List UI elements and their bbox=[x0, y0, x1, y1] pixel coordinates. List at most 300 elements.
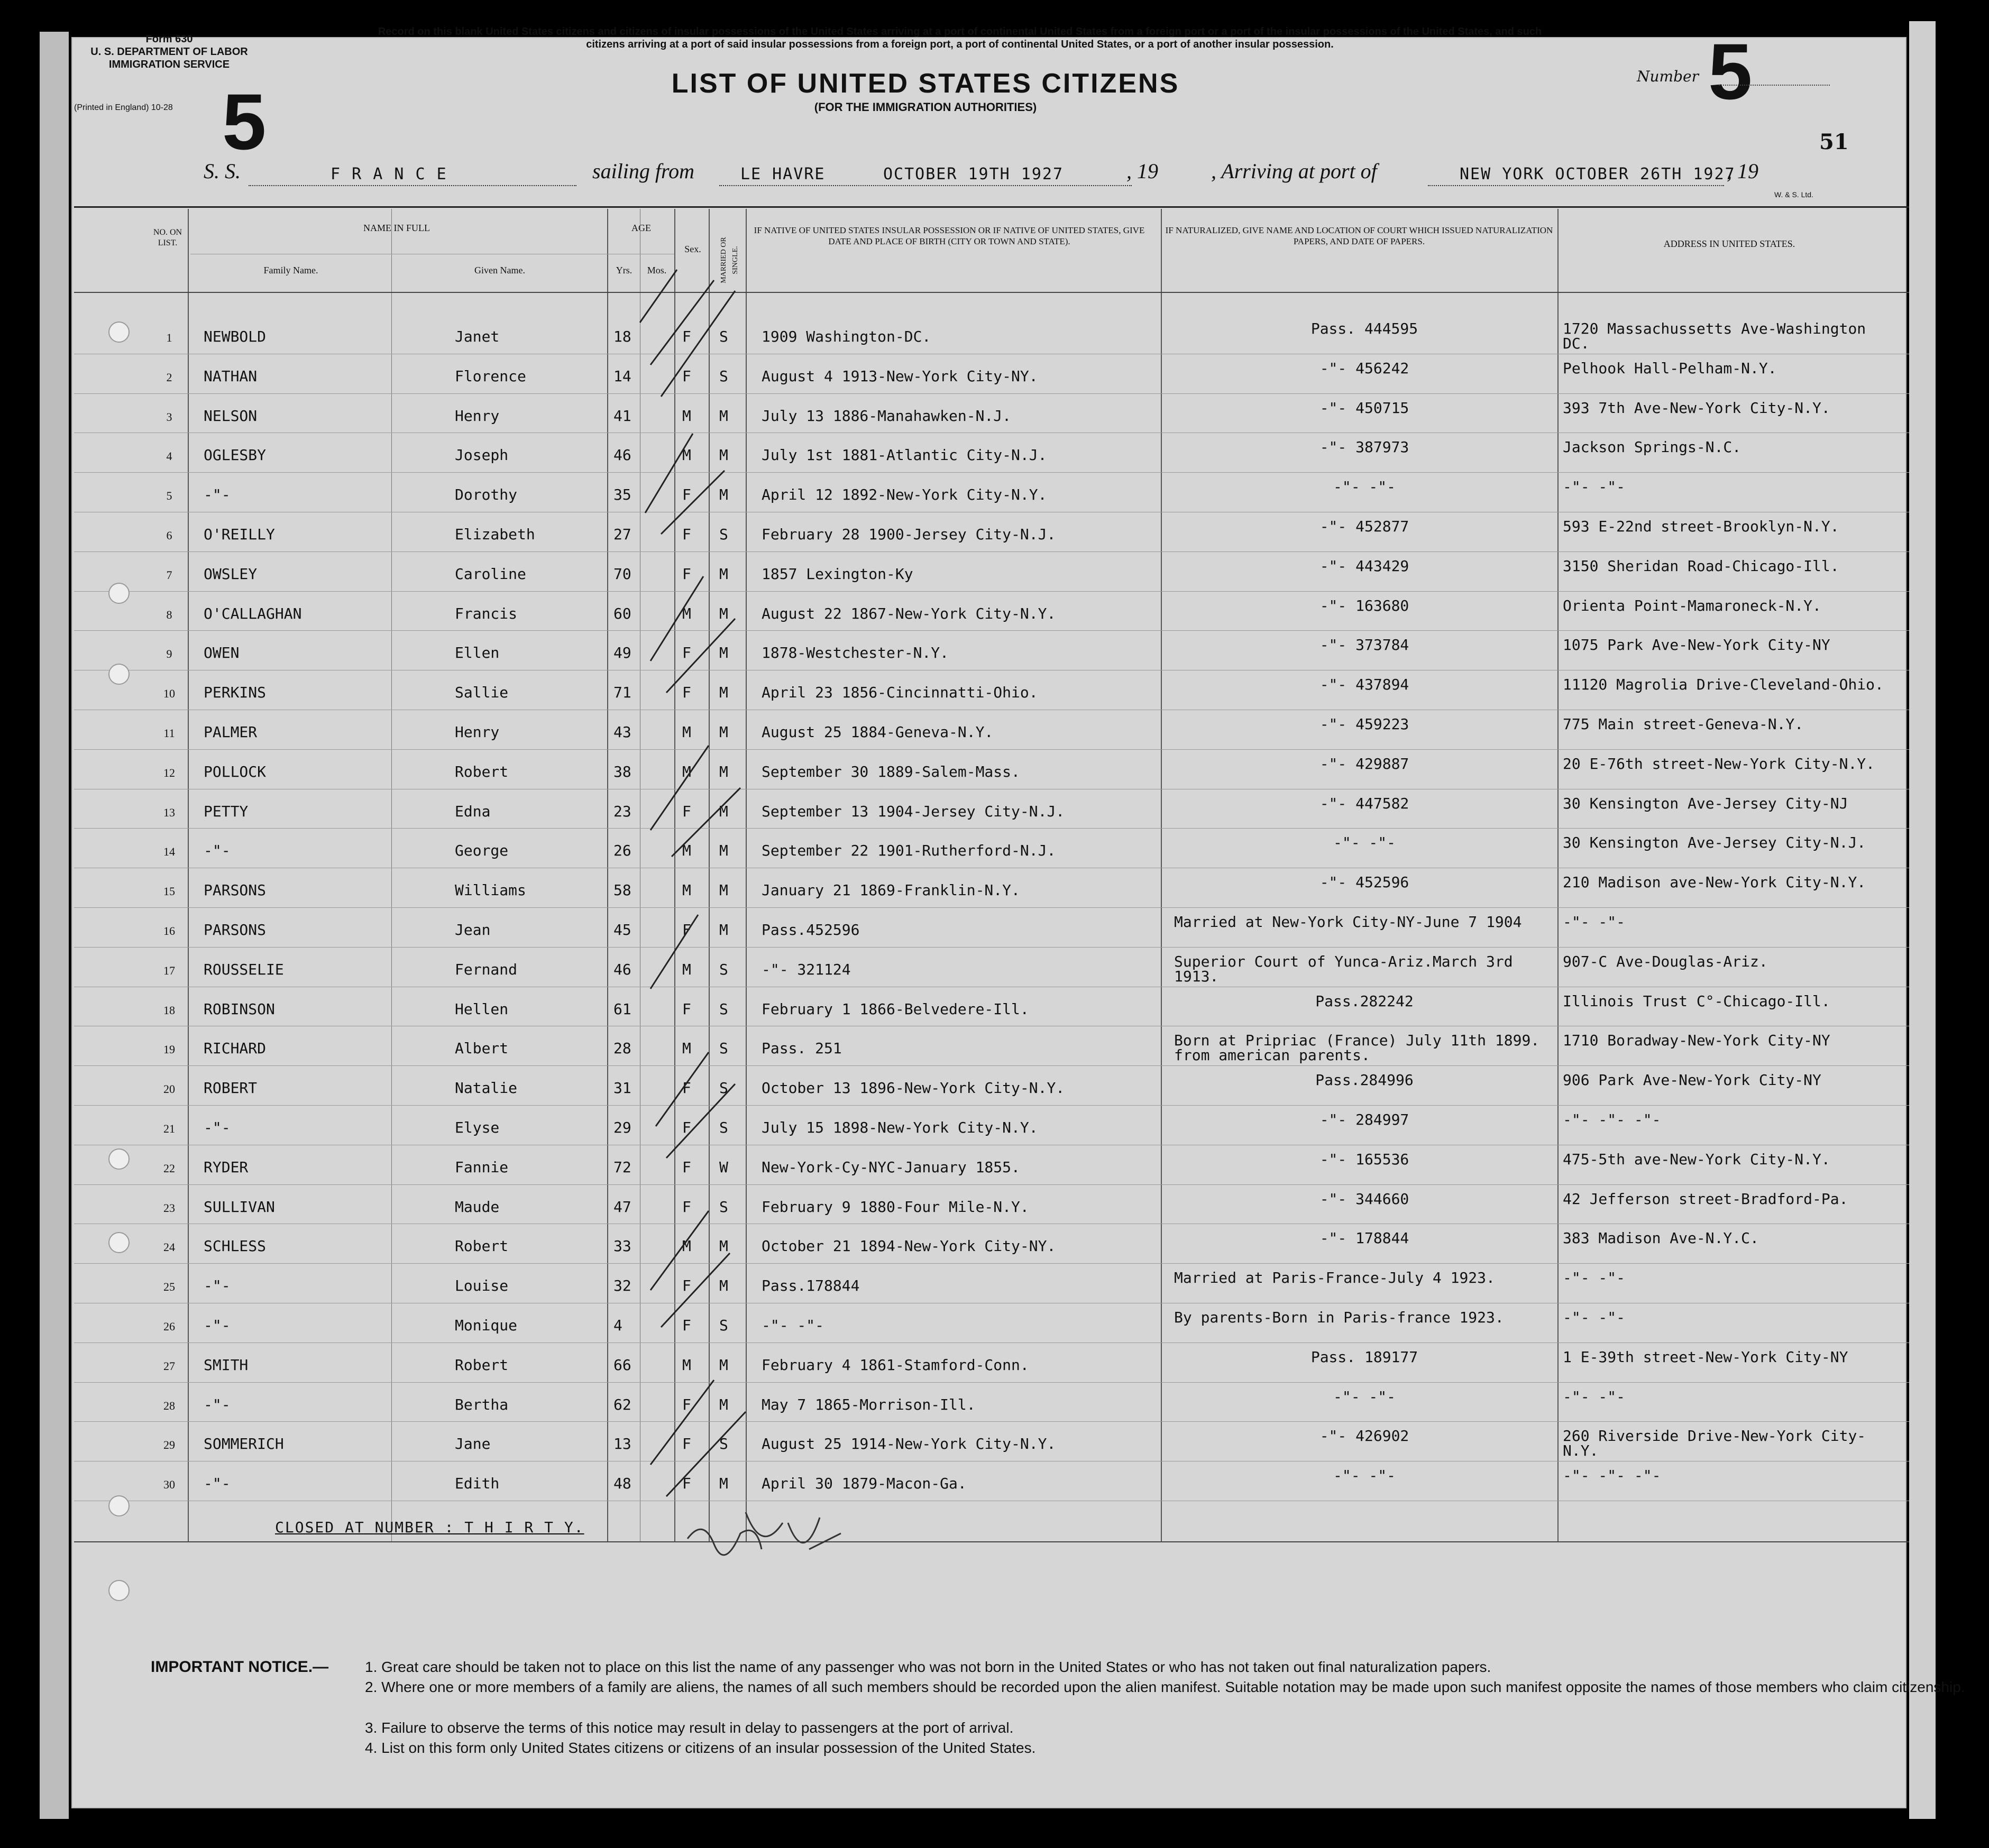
row-number: 13 bbox=[163, 805, 175, 819]
family-name: SULLIVAN bbox=[204, 1198, 275, 1216]
notice-item-4: 4. List on this form only United States citizens or citizens of an insular possession of the United States. bbox=[365, 1740, 1036, 1756]
naturalization-info: -"- 387973 bbox=[1319, 438, 1409, 456]
row-number: 18 bbox=[163, 1003, 175, 1017]
row-number: 8 bbox=[166, 608, 172, 621]
given-name: Hellen bbox=[455, 1000, 509, 1018]
age-years: 49 bbox=[613, 644, 631, 662]
us-address: -"- -"- -"- bbox=[1563, 1467, 1661, 1485]
table-row bbox=[0, 752, 1989, 792]
marital-status: M bbox=[719, 881, 728, 899]
us-address: 1710 Boradway-New-York City-NY bbox=[1563, 1032, 1830, 1050]
age-years: 32 bbox=[613, 1277, 631, 1295]
sex: F bbox=[682, 802, 691, 820]
col-yrs: Yrs. bbox=[616, 265, 633, 275]
table-row bbox=[0, 515, 1989, 554]
age-years: 26 bbox=[613, 842, 631, 860]
birth-info: 1857 Lexington-Ky bbox=[762, 565, 913, 583]
sex: M bbox=[682, 1040, 691, 1058]
given-name: Florence bbox=[455, 367, 526, 385]
col-native: IF NATIVE OF UNITED STATES INSULAR POSSESSION OR IF NATIVE OF UNITED STATES, GIVE DATE AND PLACE OF BIRTH (CITY OR TOWN AND STATE). bbox=[754, 225, 1145, 246]
us-address: 1 E-39th street-New-York City-NY bbox=[1563, 1348, 1848, 1366]
given-name: Robert bbox=[455, 1237, 509, 1255]
naturalization-info: Married at Paris-France-July 4 1923. bbox=[1174, 1269, 1495, 1287]
us-address: 3150 Sheridan Road-Chicago-Ill. bbox=[1563, 557, 1839, 575]
marital-status: M bbox=[719, 486, 728, 504]
birth-info: August 4 1913-New-York City-NY. bbox=[762, 367, 1038, 385]
table-row bbox=[0, 1188, 1989, 1227]
sex: F bbox=[682, 367, 691, 385]
us-address: 260 Riverside Drive-New-York City-N.Y. bbox=[1563, 1427, 1866, 1460]
marital-status: M bbox=[719, 644, 728, 662]
birth-info: September 22 1901-Rutherford-N.J. bbox=[762, 842, 1056, 860]
us-address: 20 E-76th street-New-York City-N.Y. bbox=[1563, 755, 1875, 773]
given-name: Jean bbox=[455, 921, 491, 939]
department-name: U. S. DEPARTMENT OF LABOR bbox=[90, 46, 248, 58]
sex: F bbox=[682, 1119, 691, 1136]
row-number: 1 bbox=[166, 331, 172, 344]
year-label-1: , 19 bbox=[1126, 159, 1158, 183]
age-years: 58 bbox=[613, 881, 631, 899]
birth-info: New-York-Cy-NYC-January 1855. bbox=[762, 1158, 1020, 1176]
inspector-signature bbox=[682, 1502, 846, 1570]
marital-status: S bbox=[719, 367, 728, 385]
age-years: 71 bbox=[613, 684, 631, 702]
printer-mark: W. & S. Ltd. bbox=[1774, 190, 1813, 199]
naturalization-info: -"- 178844 bbox=[1319, 1229, 1409, 1247]
naturalization-info: -"- -"- bbox=[1333, 1387, 1396, 1405]
printed-note: (Printed in England) 10-28 bbox=[74, 103, 173, 112]
birth-info: April 23 1856-Cincinnatti-Ohio. bbox=[762, 684, 1038, 702]
birth-info: August 25 1914-New-York City-N.Y. bbox=[762, 1435, 1056, 1453]
notice-lead: IMPORTANT NOTICE.— bbox=[151, 1658, 329, 1676]
col-no: NO. ON LIST. bbox=[153, 228, 182, 247]
us-address: 210 Madison ave-New-York City-N.Y. bbox=[1563, 874, 1866, 891]
given-name: Henry bbox=[455, 723, 500, 741]
table-row bbox=[0, 555, 1989, 594]
age-years: 28 bbox=[613, 1040, 631, 1058]
row-number: 12 bbox=[163, 766, 175, 779]
birth-info: Pass. 251 bbox=[762, 1040, 842, 1058]
family-name: PALMER bbox=[204, 723, 258, 741]
us-address: -"- -"- bbox=[1563, 913, 1626, 931]
marital-status: S bbox=[719, 1435, 728, 1453]
us-address: Orienta Point-Mamaroneck-N.Y. bbox=[1563, 596, 1821, 614]
table-row bbox=[0, 871, 1989, 910]
given-name: Monique bbox=[455, 1317, 518, 1334]
col-address: ADDRESS IN UNITED STATES. bbox=[1663, 238, 1795, 249]
row-number: 20 bbox=[163, 1082, 175, 1096]
us-address: 11120 Magrolia Drive-Cleveland-Ohio. bbox=[1563, 676, 1884, 694]
age-years: 61 bbox=[613, 1000, 631, 1018]
naturalization-info: -"- 429887 bbox=[1319, 755, 1409, 773]
row-number: 4 bbox=[166, 449, 172, 463]
sex: F bbox=[682, 1079, 691, 1097]
family-name: ROBINSON bbox=[204, 1000, 275, 1018]
given-name: Albert bbox=[455, 1040, 509, 1058]
family-name: SCHLESS bbox=[204, 1237, 267, 1255]
birth-info: February 28 1900-Jersey City-N.J. bbox=[762, 526, 1056, 543]
table-row bbox=[0, 1069, 1989, 1108]
given-name: Janet bbox=[455, 328, 500, 345]
row-number: 15 bbox=[163, 885, 175, 898]
col-age: AGE bbox=[631, 223, 651, 233]
given-name: Edna bbox=[455, 802, 491, 820]
form-number: Form 630 bbox=[145, 33, 193, 45]
age-years: 45 bbox=[613, 921, 631, 939]
naturalization-info: -"- 344660 bbox=[1319, 1190, 1409, 1208]
naturalization-info: Pass. 444595 bbox=[1310, 320, 1418, 337]
sex: F bbox=[682, 1317, 691, 1334]
sex: M bbox=[682, 1237, 691, 1255]
marital-status: M bbox=[719, 723, 728, 741]
table-row bbox=[0, 831, 1989, 870]
sex: F bbox=[682, 486, 691, 504]
col-family-name: Family Name. bbox=[263, 265, 318, 275]
row-number: 22 bbox=[163, 1161, 175, 1175]
us-address: 30 Kensington Ave-Jersey City-N.J. bbox=[1563, 834, 1866, 852]
marital-status: S bbox=[719, 526, 728, 543]
row-number: 2 bbox=[166, 370, 172, 384]
table-row bbox=[0, 436, 1989, 475]
sex: F bbox=[682, 526, 691, 543]
given-name: Bertha bbox=[455, 1395, 509, 1413]
row-number: 9 bbox=[166, 647, 172, 661]
col-name-in-full: NAME IN FULL bbox=[363, 223, 430, 233]
row-number: 19 bbox=[163, 1043, 175, 1056]
given-name: Caroline bbox=[455, 565, 526, 583]
family-name: SOMMERICH bbox=[204, 1435, 284, 1453]
arrival-port-date: NEW YORK OCTOBER 26TH 1927 bbox=[1460, 165, 1736, 183]
marital-status: M bbox=[719, 802, 728, 820]
family-name: PERKINS bbox=[204, 684, 267, 702]
given-name: Joseph bbox=[455, 446, 509, 464]
form-office bbox=[74, 33, 264, 71]
birth-info: -"- -"- bbox=[762, 1317, 824, 1334]
row-number: 17 bbox=[163, 963, 175, 977]
table-row bbox=[0, 633, 1989, 673]
family-name: SMITH bbox=[204, 1356, 249, 1374]
birth-info: Pass.452596 bbox=[762, 921, 860, 939]
sex: F bbox=[682, 1475, 691, 1493]
marital-status: M bbox=[719, 407, 728, 425]
table-row bbox=[0, 1346, 1989, 1385]
row-number: 7 bbox=[166, 568, 172, 582]
sex: F bbox=[682, 1000, 691, 1018]
birth-info: September 13 1904-Jersey City-N.J. bbox=[762, 802, 1065, 820]
given-name: Edith bbox=[455, 1475, 500, 1493]
row-number: 3 bbox=[166, 410, 172, 424]
sailing-label: sailing from bbox=[592, 159, 694, 183]
number-label: Number bbox=[1637, 68, 1699, 85]
departure-date: OCTOBER 19TH 1927 bbox=[883, 165, 1064, 183]
given-name: Robert bbox=[455, 762, 509, 780]
marital-status: S bbox=[719, 1198, 728, 1216]
us-address: 383 Madison Ave-N.Y.C. bbox=[1563, 1229, 1759, 1247]
given-name: Maude bbox=[455, 1198, 500, 1216]
family-name: RYDER bbox=[204, 1158, 249, 1176]
family-name: ROUSSELIE bbox=[204, 960, 284, 978]
family-name: -"- bbox=[204, 1475, 231, 1493]
header-rule bbox=[74, 206, 1909, 208]
sex: F bbox=[682, 1277, 691, 1295]
closed-at-number: CLOSED AT NUMBER : T H I R T Y. bbox=[275, 1519, 584, 1536]
row-number: 16 bbox=[163, 924, 175, 937]
notice-item-1: 1. Great care should be taken not to place on this list the name of any passenger who was not born in the United States or who has not taken out final naturalization papers. bbox=[365, 1659, 1491, 1675]
us-address: 1720 Massachussetts Ave-Washington DC. bbox=[1563, 320, 1866, 352]
row-number: 5 bbox=[166, 489, 172, 503]
family-name: O'CALLAGHAN bbox=[204, 604, 302, 622]
departure-port: LE HAVRE bbox=[740, 165, 826, 183]
marital-status: M bbox=[719, 565, 728, 583]
marital-status: W bbox=[719, 1158, 728, 1176]
given-name: Henry bbox=[455, 407, 500, 425]
age-years: 14 bbox=[613, 367, 631, 385]
given-name: Fernand bbox=[455, 960, 518, 978]
age-years: 43 bbox=[613, 723, 631, 741]
arriving-label: , Arriving at port of bbox=[1211, 159, 1377, 183]
sex: M bbox=[682, 960, 691, 978]
naturalization-info: Pass.284996 bbox=[1315, 1071, 1414, 1089]
age-years: 66 bbox=[613, 1356, 631, 1374]
birth-info: 1909 Washington-DC. bbox=[762, 328, 931, 345]
naturalization-info: -"- 447582 bbox=[1319, 794, 1409, 812]
table-row bbox=[0, 950, 1989, 989]
check-marks bbox=[629, 259, 767, 1539]
family-name: OWSLEY bbox=[204, 565, 258, 583]
naturalization-info: -"- -"- bbox=[1333, 478, 1396, 496]
age-years: 31 bbox=[613, 1079, 631, 1097]
marital-status: M bbox=[719, 1395, 728, 1413]
us-address: 1075 Park Ave-New-York City-NY bbox=[1563, 636, 1830, 654]
naturalization-info: Pass.282242 bbox=[1315, 992, 1414, 1010]
table-row bbox=[0, 475, 1989, 514]
family-name: OGLESBY bbox=[204, 446, 267, 464]
table-row bbox=[0, 1029, 1989, 1068]
row-number: 26 bbox=[163, 1320, 175, 1333]
family-name: PETTY bbox=[204, 802, 249, 820]
birth-info: Pass.178844 bbox=[762, 1277, 860, 1295]
us-address: -"- -"- -"- bbox=[1563, 1111, 1661, 1128]
sex: M bbox=[682, 723, 691, 741]
col-given-name: Given Name. bbox=[474, 265, 525, 275]
given-name: Louise bbox=[455, 1277, 509, 1295]
row-number: 21 bbox=[163, 1122, 175, 1135]
age-years: 27 bbox=[613, 526, 631, 543]
sex: M bbox=[682, 407, 691, 425]
binding-hole bbox=[108, 1232, 130, 1253]
marital-status: S bbox=[719, 1079, 728, 1097]
family-name: PARSONS bbox=[204, 921, 267, 939]
sex: M bbox=[682, 762, 691, 780]
sex: F bbox=[682, 684, 691, 702]
marital-status: M bbox=[719, 762, 728, 780]
us-address: 42 Jefferson street-Bradford-Pa. bbox=[1563, 1190, 1848, 1208]
marital-status: M bbox=[719, 604, 728, 622]
given-name: Jane bbox=[455, 1435, 491, 1453]
ship-name: F R A N C E bbox=[331, 165, 447, 183]
sex: F bbox=[682, 1395, 691, 1413]
marital-status: M bbox=[719, 684, 728, 702]
naturalization-info: -"- 373784 bbox=[1319, 636, 1409, 654]
naturalization-info: -"- 452596 bbox=[1319, 874, 1409, 891]
marital-status: S bbox=[719, 328, 728, 345]
sex: F bbox=[682, 328, 691, 345]
naturalization-info: -"- 437894 bbox=[1319, 676, 1409, 694]
arrival-line bbox=[1428, 185, 1724, 186]
birth-info: -"- 321124 bbox=[762, 960, 851, 978]
number-line bbox=[1719, 85, 1830, 86]
page-title: LIST OF UNITED STATES CITIZENS bbox=[671, 68, 1180, 99]
row-number: 6 bbox=[166, 529, 172, 542]
marital-status: M bbox=[719, 921, 728, 939]
marital-status: S bbox=[719, 1317, 728, 1334]
table-row bbox=[0, 357, 1989, 396]
sex: F bbox=[682, 921, 691, 939]
binding-hole bbox=[108, 1495, 130, 1516]
given-name: Elyse bbox=[455, 1119, 500, 1136]
sex: M bbox=[682, 604, 691, 622]
naturalization-info: -"- 284997 bbox=[1319, 1111, 1409, 1128]
us-address: 475-5th ave-New-York City-N.Y. bbox=[1563, 1150, 1830, 1168]
family-name: NATHAN bbox=[204, 367, 258, 385]
age-years: 46 bbox=[613, 446, 631, 464]
given-name: Williams bbox=[455, 881, 526, 899]
birth-info: January 21 1869-Franklin-N.Y. bbox=[762, 881, 1020, 899]
grid-hline bbox=[74, 1541, 1909, 1542]
table-row bbox=[0, 1464, 1989, 1503]
table-row bbox=[0, 1306, 1989, 1345]
table-row bbox=[0, 713, 1989, 752]
birth-info: 1878-Westchester-N.Y. bbox=[762, 644, 949, 662]
notice-item-3: 3. Failure to observe the terms of this notice may result in delay to passengers at the port of arrival. bbox=[365, 1720, 1014, 1736]
us-address: 906 Park Ave-New-York City-NY bbox=[1563, 1071, 1821, 1089]
age-years: 70 bbox=[613, 565, 631, 583]
given-name: Francis bbox=[455, 604, 518, 622]
binding-hole bbox=[108, 321, 130, 343]
marital-status: M bbox=[719, 1475, 728, 1493]
age-years: 4 bbox=[613, 1317, 622, 1334]
family-name: NELSON bbox=[204, 407, 258, 425]
marital-status: M bbox=[719, 1277, 728, 1295]
row-number: 30 bbox=[163, 1478, 175, 1492]
col-married: MARRIED OR SINGLE. bbox=[720, 237, 739, 283]
family-name: NEWBOLD bbox=[204, 328, 267, 345]
us-address: Pelhook Hall-Pelham-N.Y. bbox=[1563, 359, 1777, 377]
sex: M bbox=[682, 881, 691, 899]
row-number: 11 bbox=[163, 727, 175, 740]
record-note: Record on this blank United States citizens and citizens of insular possessions of the United States arriving at a port of continental United States from a foreign port or a port of the insular possessions of the United States, and such citizens arriving at a port of said insular possessions from a foreign port, a port of continental United States, or a port of another insular possession. bbox=[378, 26, 1542, 50]
row-number: 28 bbox=[163, 1399, 175, 1412]
table-row bbox=[0, 792, 1989, 831]
us-address: -"- -"- bbox=[1563, 478, 1626, 496]
naturalization-info: -"- 163680 bbox=[1319, 596, 1409, 614]
col-sex: Sex. bbox=[684, 244, 701, 254]
us-address: 593 E-22nd street-Brooklyn-N.Y. bbox=[1563, 518, 1839, 535]
given-name: Robert bbox=[455, 1356, 509, 1374]
birth-info: February 1 1866-Belvedere-Ill. bbox=[762, 1000, 1029, 1018]
binding-hole bbox=[108, 664, 130, 685]
row-number: 25 bbox=[163, 1280, 175, 1294]
marital-status: M bbox=[719, 842, 728, 860]
marital-status: S bbox=[719, 1000, 728, 1018]
birth-info: April 12 1892-New-York City-N.Y. bbox=[762, 486, 1047, 504]
page-subtitle: (FOR THE IMMIGRATION AUTHORITIES) bbox=[814, 100, 1037, 114]
us-address: -"- -"- bbox=[1563, 1269, 1626, 1287]
birth-info: August 22 1867-New-York City-N.Y. bbox=[762, 604, 1056, 622]
given-name: Fannie bbox=[455, 1158, 509, 1176]
table-row bbox=[0, 397, 1989, 436]
us-address: 393 7th Ave-New-York City-N.Y. bbox=[1563, 399, 1830, 417]
birth-info: February 9 1880-Four Mile-N.Y. bbox=[762, 1198, 1029, 1216]
stamp-left: 5 bbox=[222, 77, 267, 166]
age-years: 33 bbox=[613, 1237, 631, 1255]
service-name: IMMIGRATION SERVICE bbox=[108, 59, 230, 70]
age-years: 23 bbox=[613, 802, 631, 820]
table-row bbox=[0, 1385, 1989, 1424]
birth-info: July 1st 1881-Atlantic City-N.J. bbox=[762, 446, 1047, 464]
us-address: -"- -"- bbox=[1563, 1387, 1626, 1405]
sex: F bbox=[682, 644, 691, 662]
naturalization-info: -"- -"- bbox=[1333, 1467, 1396, 1485]
row-number: 10 bbox=[163, 687, 175, 701]
table-row bbox=[0, 1227, 1989, 1266]
us-address: Illinois Trust C°-Chicago-Ill. bbox=[1563, 992, 1830, 1010]
binding-hole bbox=[108, 1580, 130, 1601]
naturalization-info: -"- -"- bbox=[1333, 834, 1396, 852]
marital-status: M bbox=[719, 1237, 728, 1255]
family-name: O'REILLY bbox=[204, 526, 275, 543]
naturalization-info: Born at Pripriac (France) July 11th 1899. from american parents. bbox=[1174, 1032, 1540, 1064]
given-name: George bbox=[455, 842, 509, 860]
us-address: 775 Main street-Geneva-N.Y. bbox=[1563, 715, 1804, 733]
sex: M bbox=[682, 446, 691, 464]
birth-info: October 13 1896-New-York City-N.Y. bbox=[762, 1079, 1065, 1097]
naturalization-info: -"- 450715 bbox=[1319, 399, 1409, 417]
birth-info: February 4 1861-Stamford-Conn. bbox=[762, 1356, 1029, 1374]
table-row bbox=[0, 1424, 1989, 1464]
naturalization-info: -"- 452877 bbox=[1319, 518, 1409, 535]
table-row bbox=[0, 1266, 1989, 1305]
given-name: Elizabeth bbox=[455, 526, 535, 543]
family-name: -"- bbox=[204, 1119, 231, 1136]
birth-info: August 25 1884-Geneva-N.Y. bbox=[762, 723, 994, 741]
us-address: -"- -"- bbox=[1563, 1309, 1626, 1326]
age-years: 62 bbox=[613, 1395, 631, 1413]
age-years: 47 bbox=[613, 1198, 631, 1216]
age-years: 35 bbox=[613, 486, 631, 504]
age-years: 38 bbox=[613, 762, 631, 780]
binding-hole bbox=[108, 583, 130, 604]
marital-status: M bbox=[719, 1356, 728, 1374]
us-address: 30 Kensington Ave-Jersey City-NJ bbox=[1563, 794, 1848, 812]
table-row bbox=[0, 1148, 1989, 1187]
naturalization-info: Married at New-York City-NY-June 7 1904 bbox=[1174, 913, 1522, 931]
row-number: 24 bbox=[163, 1240, 175, 1254]
age-years: 72 bbox=[613, 1158, 631, 1176]
marital-status: S bbox=[719, 1119, 728, 1136]
age-years: 18 bbox=[613, 328, 631, 345]
age-years: 46 bbox=[613, 960, 631, 978]
sex: F bbox=[682, 1435, 691, 1453]
age-years: 60 bbox=[613, 604, 631, 622]
birth-info: July 15 1898-New-York City-N.Y. bbox=[762, 1119, 1038, 1136]
given-name: Ellen bbox=[455, 644, 500, 662]
family-name: RICHARD bbox=[204, 1040, 267, 1058]
given-name: Sallie bbox=[455, 684, 509, 702]
birth-info: September 30 1889-Salem-Mass. bbox=[762, 762, 1020, 780]
binding-hole bbox=[108, 1148, 130, 1170]
sex: M bbox=[682, 1356, 691, 1374]
